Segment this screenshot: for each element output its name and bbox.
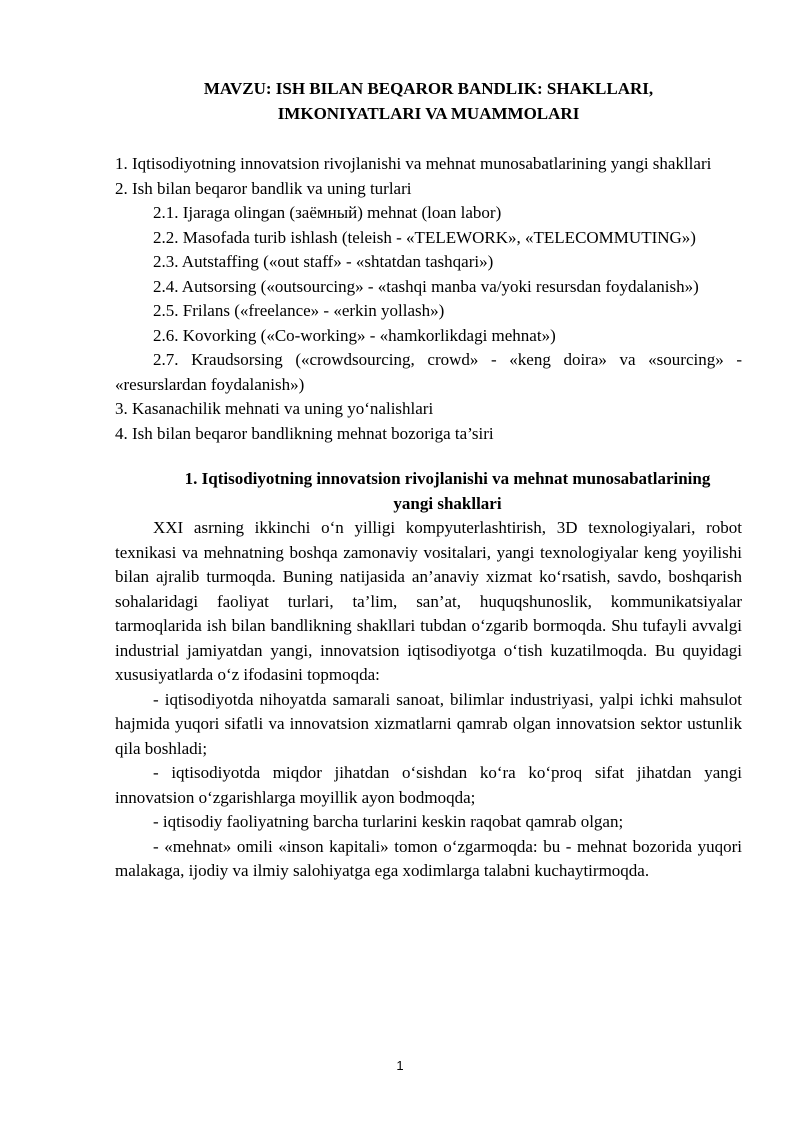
section-body <box>115 516 742 884</box>
toc-subitem-2-3: 2.3. Autstaffing («out staff» - «shtatdan tashqari») <box>153 252 494 271</box>
toc-subitem-2-1: 2.1. Ijaraga olingan (заёмный) mehnat (loan labor) <box>153 203 502 222</box>
bullet-item-3: - iqtisodiy faoliyatning barcha turlarini keskin raqobat qamrab olgan; <box>153 812 624 831</box>
page-number: 1 <box>396 1058 404 1073</box>
section-heading <box>115 467 742 516</box>
table-of-contents <box>115 152 742 446</box>
spacer <box>115 446 742 467</box>
toc-item-2: 2. Ish bilan beqaror bandlik va uning turlari <box>115 178 412 198</box>
toc-item-1: 1. Iqtisodiyotning innovatsion rivojlanishi va mehnat munosabatlarining yangi shakllari <box>115 154 712 173</box>
page-content <box>115 76 742 884</box>
toc-subitem-2-6: 2.6. Kovorking («Co-working» - «hamkorlikdagi mehnat») <box>153 325 556 345</box>
section-heading-line-2: yangi shakllari <box>393 493 502 513</box>
toc-subitem-2-2: 2.2. Masofada turib ishlash (teleish - «TELEWORK», «TELECOMMUTING») <box>153 227 696 247</box>
document-title <box>115 76 742 126</box>
toc-subitem-2-7: 2.7. Kraudsorsing («crowdsourcing, crowd» - «keng doira» va «sourcing» - «resurslardan foydalanish») <box>115 350 742 394</box>
title-line-1: MAVZU: ISH BILAN BEQAROR BANDLIK: SHAKLLARI, <box>203 79 654 98</box>
toc-item-3: 3. Kasanachilik mehnati va uning yo‘nalishlari <box>115 399 434 418</box>
section-heading-line-1: 1. Iqtisodiyotning innovatsion rivojlanishi va mehnat munosabatlarining <box>184 469 711 488</box>
bullet-item-1: - iqtisodiyotda nihoyatda samarali sanoat, bilimlar industriyasi, yalpi ichki mahsulot hajmida yuqori sifatli va innovatsion xizmatlarni qamrab olgan innovatsion sektor ustunlik qila boshladi; <box>115 689 742 758</box>
bullet-item-2: - iqtisodiyotda miqdor jihatdan o‘sishdan ko‘ra ko‘proq sifat jihatdan yangi innovatsion o‘zgarishlarga moyillik ayon bodmoqda; <box>115 763 742 807</box>
toc-subitem-2-5: 2.5. Frilans («freelance» - «erkin yollash») <box>153 301 445 320</box>
toc-item-4: 4. Ish bilan beqaror bandlikning mehnat bozoriga ta’siri <box>115 423 494 443</box>
bullet-item-4: - «mehnat» omili «inson kapitali» tomon o‘zgarmoqda: bu - mehnat bozorida yuqori malakaga, ijodiy va ilmiy salohiyatga ega xodimlarga talabni kuchaytirmoqda. <box>115 836 742 880</box>
toc-subitem-2-4: 2.4. Autsorsing («outsourcing» - «tashqi manba va/yoki resursdan foydalanish») <box>153 276 699 296</box>
title-line-2: IMKONIYATLARI VA MUAMMOLARI <box>277 104 580 123</box>
body-paragraph: XXI asrning ikkinchi o‘n yilligi kompyuterlashtirish, 3D texnologiyalari, robot texnikasi va mehnatning boshqa zamonaviy vositalari, yangi texnologiyalar keng yoyilishi bilan ajralib turmoqda. Buning natijasida an’anaviy xizmat ko‘rsatish, savdo, boshqarish sohalaridagi faoliyat turlari, ta’lim, san’at, huquqshunoslik, kommunikatsiyalar tarmoqlarida ish bilan bandlikning shakllari tubdan o‘zgarib bormoqda. Shu tufayli avvalgi industrial jamiyatdan yangi, innovatsion iqtisodiyotga o‘tish kuzatilmoqda. Bu quyidagi xususiyatlarda o‘z ifodasini topmoqda: <box>115 518 742 684</box>
